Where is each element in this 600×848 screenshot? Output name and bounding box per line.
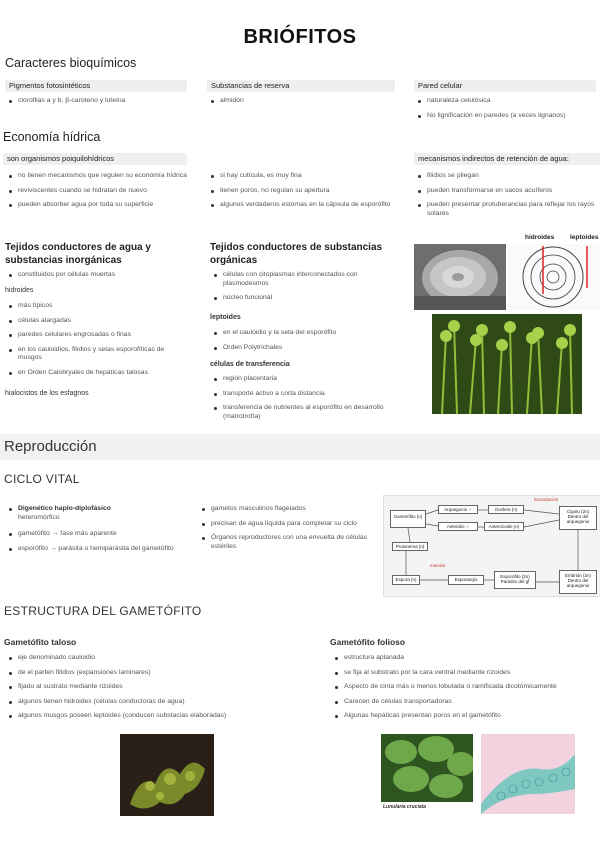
lunularia-photo (381, 734, 473, 802)
list-item: naturaleza celulósica (414, 97, 596, 106)
list-ciclo-1 (5, 505, 185, 559)
list-item: constituidos por células muertas (5, 271, 187, 280)
list-item: algunos musgos poseen leptoides (conducen substacias elaboradas) (5, 712, 305, 721)
bar-pigmentos: Pigmentos fotosintéticos (5, 80, 187, 92)
life-cycle-diagram (383, 495, 600, 597)
list-item: Orden Polytrichales (210, 344, 390, 353)
list-hidrica-1 (5, 172, 187, 216)
node-esporofito: Esporófito (2n) Parásito del gf (494, 571, 536, 589)
list-pared (414, 97, 596, 126)
list-pigmentos (5, 97, 187, 112)
thalloid-illustration (120, 734, 214, 816)
list-item: eje denominado cauloidio (5, 654, 305, 663)
list-item: gametófito → fase más aparente (5, 530, 185, 539)
list-item: Órganos reproductores con una envuelta de células estériles (198, 534, 368, 551)
list-item: no tienen mecanismos que regulen su economía hídrica (5, 172, 187, 181)
list-item: estructura aplanada (331, 654, 599, 663)
list-item: células alargadas (5, 317, 187, 326)
section-heading-hidrica: Economía hídrica (3, 130, 101, 144)
list-item: esporófito → parásita o hemiparásita del gametófito (5, 545, 185, 554)
caption-lunularia: Lunularia cruciata (383, 804, 427, 810)
node-protonema: Protonema (n) (392, 542, 428, 551)
label-leptoides: leptoides (210, 314, 241, 321)
list-hidrica-2 (207, 172, 395, 216)
list-item: gametos masculinos flagelados (198, 505, 368, 514)
node-esporangio: Esporangio (448, 575, 484, 585)
cross-section-illustration (507, 244, 600, 310)
list-item: en los cauloidios, filidios y setas esporofíticas de musgos (5, 346, 187, 363)
list-item: clorofilas a y b, β-caroteno y luteína (5, 97, 187, 106)
list-item: pueden presentar protuberancias para reflejar los rayos solares (414, 201, 600, 218)
list-item: algunos verdaderos estomas en la cápsula de esporófito (207, 201, 395, 210)
section-heading-reproduccion: Reproducción (4, 438, 97, 455)
list-item (5, 505, 185, 522)
label-fecundacion: fecundación (534, 497, 559, 502)
list-item: No lignificación en paredes (a veces lignanos) (414, 112, 596, 121)
list-leptoides (210, 329, 390, 358)
micrograph-drawing-image (507, 244, 600, 310)
list-item: transporte activo a corta distancia (210, 390, 390, 399)
histology-illustration (481, 734, 575, 814)
list-transferencia (210, 375, 390, 427)
list-tejidos-agua (5, 271, 187, 286)
list-item: fijado al sustrato mediante rizoides (5, 683, 305, 692)
node-arquegonio: Arquegonio ♀ (438, 505, 478, 514)
thalloid-liverwort-photo (120, 734, 214, 816)
list-item: pueden absorber agua por toda su superficie (5, 201, 187, 210)
list-ciclo-2 (198, 505, 368, 557)
node-espora: Espora (n) (392, 575, 420, 585)
heading-taloso: Gametófito taloso (4, 637, 77, 647)
micrograph-sem-image (414, 244, 506, 310)
list-item: tienen poros, no regulan su apertura (207, 187, 395, 196)
list-item: Algunas hepáticas presentan poros en el gametófito (331, 712, 599, 721)
list-item: Carecen de células transportadoras (331, 698, 599, 707)
list-taloso (5, 654, 305, 727)
fig-label-leptoides: leptoides (570, 234, 599, 241)
bar-mecanismos: mecanismos indirectos de retención de agua: (414, 153, 600, 165)
list-item: se fija al substrato por la cara ventral mediante rizoides (331, 669, 599, 678)
moss-illustration (432, 314, 582, 414)
list-item: pueden transformarse en sacos acuíferos (414, 187, 600, 196)
list-item: células con citoplasmas interconectados con plasmodesmos (210, 271, 390, 288)
node-gametofito: Gametófito (n) (390, 510, 426, 528)
label-hialocistos: hialocistos de los esfagnos (5, 390, 89, 397)
list-reserva (207, 97, 395, 112)
list-folioso (331, 654, 599, 727)
list-item: Aspecto de cinta más o menos lobulada o ramificada dicotómicamente (331, 683, 599, 692)
node-oosfera: Oosfera (n) (488, 505, 524, 514)
list-item: si hay cutícula, es muy fina (207, 172, 395, 181)
list-item: algunos tienen hidroides (células conductoras de agua) (5, 698, 305, 707)
list-item: de el parten filidios (expansiones laminares) (5, 669, 305, 678)
ciclo-digenetico: Digenético haplo-diplofásico (18, 505, 111, 512)
label-hidroides: hidroides (5, 287, 34, 294)
list-item: reviviscentes cuando se hidratan de nuevo (5, 187, 187, 196)
list-hidrica-3 (414, 172, 600, 224)
histology-photo (481, 734, 575, 814)
list-item: transferencia de nutrientes al esporófito en desarrollo (matrotrofía) (210, 404, 390, 421)
fig-label-hidroides: hidroides (525, 234, 555, 241)
diagram-arrows (384, 496, 600, 596)
sem-illustration (414, 244, 506, 310)
heading-tejidos-agua: Tejidos conductores de agua y substancias inorgánicas (5, 242, 151, 266)
list-item: precisan de agua líquida para completar su ciclo (198, 520, 368, 529)
heading-tejidos-organicas: Tejidos conductores de substancias orgánicas (210, 242, 383, 266)
node-anterozoide: Anterozoide (n) (484, 522, 524, 531)
list-tejidos-org (210, 271, 390, 309)
list-item: más típicos (5, 302, 187, 311)
heading-folioso: Gametófito folioso (330, 637, 406, 647)
list-item: núcleo funcional (210, 294, 390, 303)
bar-pared: Pared celular (414, 80, 596, 92)
ciclo-heteromorfico: heteromórfico (18, 513, 60, 521)
lunularia-illustration (381, 734, 473, 802)
list-hidroides (5, 302, 187, 383)
bar-poiquilohidricos: son organismos poiquilohídricos (3, 153, 187, 165)
list-item: en el cauloidio y la seta del esporófito (210, 329, 390, 338)
list-item: en Orden Calobryales de hepáticas talosas (5, 369, 187, 378)
node-cigoto: Cigoto (2n) Dentro del arquegonio (559, 506, 597, 530)
label-meiosis: meiosis (430, 563, 446, 568)
page-title: BRIÓFITOS (243, 26, 357, 48)
list-item: almidón (207, 97, 395, 106)
label-transferencia: células de transferencia (210, 361, 290, 368)
node-embrion: Embrión (2n) Dentro del arquegonio (559, 570, 597, 594)
moss-photo (432, 314, 582, 414)
heading-estructura: ESTRUCTURA DEL GAMETÓFITO (4, 604, 202, 618)
heading-ciclo-vital: CICLO VITAL (4, 472, 80, 486)
section-heading-bioquimicos: Caracteres bioquímicos (5, 56, 137, 70)
list-item: filidios se pliegan (414, 172, 600, 181)
node-anteridio: Anteridio ♂ (438, 522, 478, 531)
list-item: región placentaria (210, 375, 390, 384)
bar-reserva: Substancias de reserva (207, 80, 395, 92)
list-item: paredes celulares engrosadas o finas (5, 331, 187, 340)
